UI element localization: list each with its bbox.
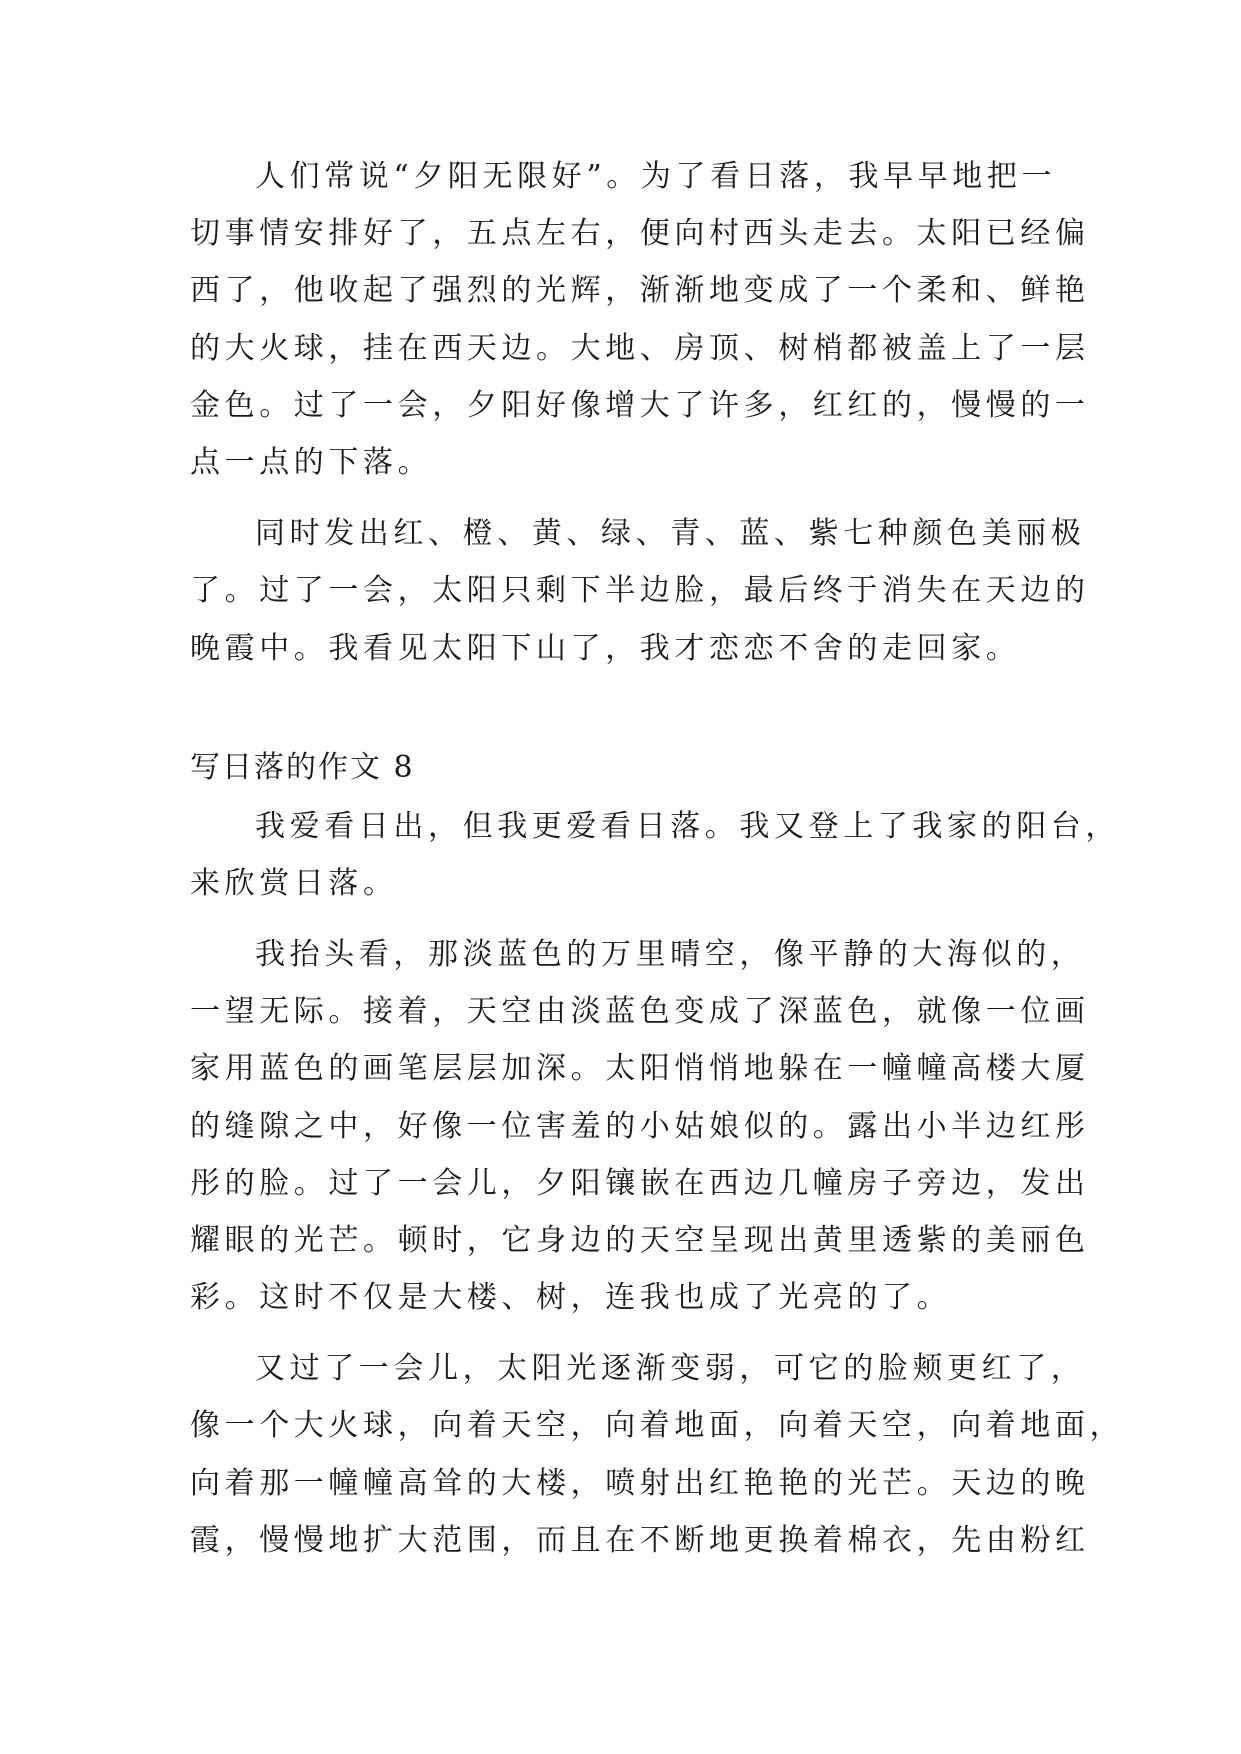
paragraph-5-line-2: 像一个大火球，向着天空，向着地面，向着天空，向着地面， bbox=[190, 1408, 1125, 1443]
paragraph-5-line-1: 又过了一会儿，太阳光逐渐变弱，可它的脸颊更红了， bbox=[255, 1351, 1086, 1386]
paragraph-4-line-4: 的缝隙之中，好像一位害羞的小姑娘似的。露出小半边红彤 bbox=[190, 1109, 1090, 1144]
paragraph-1-line-6: 点一点的下落。 bbox=[190, 445, 433, 480]
paragraph-2-line-3: 晚霞中。我看见太阳下山了，我才恋恋不舍的走回家。 bbox=[190, 631, 1021, 666]
paragraph-4-line-6: 耀眼的光芒。顿时，它身边的天空呈现出黄里透紫的美丽色 bbox=[190, 1223, 1090, 1258]
paragraph-2-line-1: 同时发出红、橙、黄、绿、青、蓝、紫七种颜色美丽极 bbox=[255, 516, 1086, 551]
section-heading: 写日落的作文 8 bbox=[190, 750, 415, 785]
paragraph-4-line-5: 彤的脸。过了一会儿，夕阳镶嵌在西边几幢房子旁边，发出 bbox=[190, 1166, 1090, 1201]
paragraph-1-line-2: 切事情安排好了，五点左右，便向村西头走去。太阳已经偏 bbox=[190, 216, 1090, 251]
paragraph-4-line-3: 家用蓝色的画笔层层加深。太阳悄悄地躲在一幢幢高楼大厦 bbox=[190, 1051, 1090, 1086]
paragraph-3-line-2: 来欣赏日落。 bbox=[190, 866, 398, 901]
paragraph-5-line-4: 霞，慢慢地扩大范围，而且在不断地更换着棉衣，先由粉红 bbox=[190, 1523, 1090, 1558]
paragraph-5-line-3: 向着那一幢幢高耸的大楼，喷射出红艳艳的光芒。天边的晚 bbox=[190, 1466, 1090, 1501]
paragraph-3-line-1: 我爱看日出，但我更爱看日落。我又登上了我家的阳台， bbox=[255, 809, 1120, 844]
paragraph-4-line-1: 我抬头看，那淡蓝色的万里晴空，像平静的大海似的， bbox=[255, 937, 1086, 972]
paragraph-4-line-2: 一望无际。接着，天空由淡蓝色变成了深蓝色，就像一位画 bbox=[190, 994, 1090, 1029]
paragraph-1-line-1: 人们常说“夕阳无限好”。为了看日落，我早早地把一 bbox=[255, 159, 1057, 194]
paragraph-1-line-5: 金色。过了一会，夕阳好像增大了许多，红红的，慢慢的一 bbox=[190, 388, 1090, 423]
paragraph-4-line-7: 彩。这时不仅是大楼、树，连我也成了光亮的了。 bbox=[190, 1280, 952, 1315]
paragraph-1-line-3: 西了，他收起了强烈的光辉，渐渐地变成了一个柔和、鲜艳 bbox=[190, 273, 1090, 308]
paragraph-2-line-2: 了。过了一会，太阳只剩下半边脸，最后终于消失在天边的 bbox=[190, 573, 1090, 608]
paragraph-1-line-4: 的大火球，挂在西天边。大地、房顶、树梢都被盖上了一层 bbox=[190, 331, 1090, 366]
